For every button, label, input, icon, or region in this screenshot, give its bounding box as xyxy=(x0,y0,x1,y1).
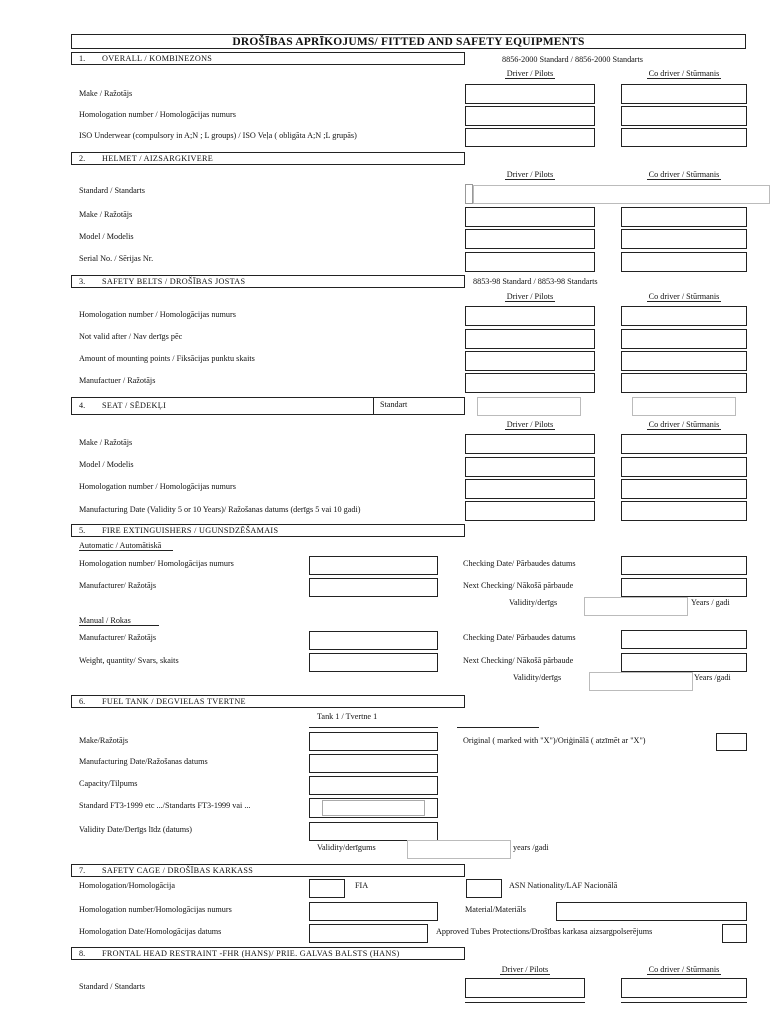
seat-manufacturing-driver-field[interactable] xyxy=(465,501,595,521)
auto-years-label: Years / gadi xyxy=(691,598,730,607)
section-number: 6. xyxy=(79,697,86,706)
tank-original-label: Original ( marked with "X")/Oriģinālā ( atzīmēt ar "X") xyxy=(463,736,646,745)
cage-material-field[interactable] xyxy=(556,902,747,921)
seat-make-codriver-field[interactable] xyxy=(621,434,747,454)
belts-manufacturer-codriver-field[interactable] xyxy=(621,373,747,393)
man-checking-label: Checking Date/ Pārbaudes datums xyxy=(463,633,576,642)
helmet-model-label: Model / Modelis xyxy=(79,232,134,241)
belts-standard: 8853-98 Standard / 8853-98 Standarts xyxy=(473,277,598,286)
helmet-make-codriver-field[interactable] xyxy=(621,207,747,227)
belts-mounting-label: Amount of mounting points / Fiksācijas punktu skaits xyxy=(79,354,255,363)
man-next-checking-label: Next Checking/ Nākošā pārbaude xyxy=(463,656,574,665)
helmet-standard-field[interactable] xyxy=(465,184,473,204)
cage-homologation-number-label: Homologation number/Homologācijas numurs xyxy=(79,905,232,914)
man-checking-field[interactable] xyxy=(621,630,747,649)
section-1-header xyxy=(71,52,465,65)
tank-original-checkbox[interactable] xyxy=(716,733,747,751)
tank-make-label: Make/Ražotājs xyxy=(79,736,129,745)
section-title: SEAT / SĒDEKĻI xyxy=(102,401,167,410)
driver-column-header: Driver / Pilots xyxy=(506,170,554,179)
auto-checking-label: Checking Date/ Pārbaudes datums xyxy=(463,559,576,568)
seat-standart-label: Standart xyxy=(373,397,465,415)
cage-approved-checkbox[interactable] xyxy=(722,924,747,943)
helmet-model-driver-field[interactable] xyxy=(465,229,595,249)
hans-standard-codriver-field[interactable] xyxy=(621,978,747,998)
overall-homologation-driver-field[interactable] xyxy=(465,106,595,126)
section-2-header xyxy=(71,152,465,165)
codriver-column-header: Co driver / Stūrmanis xyxy=(648,420,720,429)
driver-column-header: Driver / Pilots xyxy=(506,292,554,301)
man-weight-label: Weight, quantity/ Svars, skaits xyxy=(79,656,179,665)
belts-not-valid-codriver-field[interactable] xyxy=(621,329,747,349)
tank-1-label: Tank 1 / Tvertne 1 xyxy=(317,712,378,721)
tank-years-label: years /gadi xyxy=(513,843,549,852)
tank-manufacturing-field[interactable] xyxy=(309,754,438,773)
codriver-column-header: Co driver / Stūrmanis xyxy=(648,69,720,78)
overall-homologation-codriver-field[interactable] xyxy=(621,106,747,126)
auto-validity-label: Validity/derīgs xyxy=(509,598,558,607)
overall-iso-driver-field[interactable] xyxy=(465,128,595,147)
section-8-header xyxy=(71,947,465,960)
automatic-subheader: Automatic / Automātiskā xyxy=(79,541,173,550)
belts-mounting-codriver-field[interactable] xyxy=(621,351,747,371)
man-validity-label: Validity/derīgs xyxy=(513,673,562,682)
section-title: SAFETY CAGE / DROŠĪBAS KARKASS xyxy=(102,866,254,875)
auto-homologation-field[interactable] xyxy=(309,556,438,575)
hans-standard-driver-field[interactable] xyxy=(465,978,585,998)
section-5-header xyxy=(71,524,465,537)
section-title: FUEL TANK / DEGVIELAS TVERTNE xyxy=(102,697,246,706)
belts-manufacturer-driver-field[interactable] xyxy=(465,373,595,393)
overall-make-codriver-field[interactable] xyxy=(621,84,747,104)
seat-homologation-codriver-field[interactable] xyxy=(621,479,747,499)
helmet-model-codriver-field[interactable] xyxy=(621,229,747,249)
hans-driver-rule xyxy=(465,1002,585,1003)
tank-capacity-label: Capacity/Tilpums xyxy=(79,779,138,788)
seat-model-driver-field[interactable] xyxy=(465,457,595,477)
tank-standard-label: Standard FT3-1999 etc .../Standarts FT3-1999 vai ... xyxy=(79,801,251,810)
cage-fia-label: FIA xyxy=(355,881,369,890)
seat-standart-codriver-field[interactable] xyxy=(632,397,736,416)
auto-checking-field[interactable] xyxy=(621,556,747,575)
cage-homologation-date-field[interactable] xyxy=(309,924,428,943)
helmet-standard-dropdown[interactable] xyxy=(473,185,770,204)
belts-homologation-driver-field[interactable] xyxy=(465,306,595,326)
auto-manufacturer-field[interactable] xyxy=(309,578,438,597)
tank-validity-label: Validity/derīgums xyxy=(317,843,376,852)
cage-fia-checkbox[interactable] xyxy=(309,879,345,898)
tank-validity-field[interactable] xyxy=(407,840,511,859)
auto-validity-field[interactable] xyxy=(584,597,688,616)
seat-homologation-label: Homologation number / Homologācijas numurs xyxy=(79,482,236,491)
cage-asn-checkbox[interactable] xyxy=(466,879,502,898)
auto-next-checking-label: Next Checking/ Nākošā pārbaude xyxy=(463,581,574,590)
man-years-label: Years /gadi xyxy=(694,673,731,682)
codriver-column-header: Co driver / Stūrmanis xyxy=(648,292,720,301)
codriver-column-header: Co driver / Stūrmanis xyxy=(648,170,720,179)
cage-material-label: Material/Materiāls xyxy=(465,905,526,914)
belts-not-valid-driver-field[interactable] xyxy=(465,329,595,349)
belts-manufacturer-label: Manufactuer / Ražotājs xyxy=(79,376,156,385)
seat-make-driver-field[interactable] xyxy=(465,434,595,454)
tank-standard-field[interactable] xyxy=(309,798,438,818)
tank-validity-date-field[interactable] xyxy=(309,822,438,841)
section-title: SAFETY BELTS / DROŠĪBAS JOSTAS xyxy=(102,277,246,286)
helmet-make-driver-field[interactable] xyxy=(465,207,595,227)
helmet-serial-driver-field[interactable] xyxy=(465,252,595,272)
seat-model-codriver-field[interactable] xyxy=(621,457,747,477)
manual-subheader: Manual / Rokas xyxy=(79,616,159,625)
form-title: DROŠĪBAS APRĪKOJUMS/ FITTED AND SAFETY EQUIPMENTS xyxy=(71,34,746,49)
tank-validity-date-label: Validity Date/Derīgs līdz (datums) xyxy=(79,825,193,834)
section-title: FRONTAL HEAD RESTRAINT -FHR (HANS)/ PRIE. GALVAS BALSTS (HANS) xyxy=(102,949,400,958)
cage-homologation-date-label: Homologation Date/Homologācijas datums xyxy=(79,927,222,936)
original-rule xyxy=(457,727,539,728)
helmet-standard-label: Standard / Standarts xyxy=(79,186,145,195)
seat-manufacturing-codriver-field[interactable] xyxy=(621,501,747,521)
codriver-column-header: Co driver / Stūrmanis xyxy=(648,965,720,974)
driver-column-header: Driver / Pilots xyxy=(506,69,554,78)
tank-manufacturing-label: Manufacturing Date/Ražošanas datums xyxy=(79,757,208,766)
belts-homologation-codriver-field[interactable] xyxy=(621,306,747,326)
section-number: 5. xyxy=(79,526,86,535)
overall-iso-label: ISO Underwear (compulsory in A;N ; L groups) / ISO Veļa ( obligāta A;N ;L grupās) xyxy=(79,131,357,140)
cage-homologation-label: Homologation/Homologācija xyxy=(79,881,175,890)
section-6-header xyxy=(71,695,465,708)
overall-make-driver-field[interactable] xyxy=(465,84,595,104)
man-manufacturer-label: Manufacturer/ Ražotājs xyxy=(79,633,157,642)
section-number: 7. xyxy=(79,866,86,875)
seat-make-label: Make / Ražotājs xyxy=(79,438,133,447)
helmet-make-label: Make / Ražotājs xyxy=(79,210,133,219)
seat-homologation-driver-field[interactable] xyxy=(465,479,595,499)
belts-not-valid-label: Not valid after / Nav derīgs pēc xyxy=(79,332,183,341)
hans-codriver-rule xyxy=(621,1002,747,1003)
auto-next-checking-field[interactable] xyxy=(621,578,747,597)
section-title: HELMET / AIZSARGKIVERE xyxy=(102,154,214,163)
overall-homologation-label: Homologation number / Homologācijas numurs xyxy=(79,110,236,119)
cage-asn-label: ASN Nationality/LAF Nacionālā xyxy=(509,881,618,890)
driver-column-header: Driver / Pilots xyxy=(506,420,554,429)
section-number: 1. xyxy=(79,54,86,63)
seat-model-label: Model / Modelis xyxy=(79,460,134,469)
section-title: FIRE EXTINGUISHERS / UGUNSDZĒŠAMAIS xyxy=(102,526,279,535)
driver-column-header: Driver / Pilots xyxy=(501,965,549,974)
helmet-serial-codriver-field[interactable] xyxy=(621,252,747,272)
man-validity-field[interactable] xyxy=(589,672,693,691)
overall-standard: 8856-2000 Standard / 8856-2000 Standarts xyxy=(502,55,643,64)
auto-manufacturer-label: Manufacturer/ Ražotājs xyxy=(79,581,157,590)
overall-iso-codriver-field[interactable] xyxy=(621,128,747,147)
seat-manufacturing-label: Manufacturing Date (Validity 5 or 10 Years)/ Ražošanas datums (derīgs 5 vai 10 gadi) xyxy=(79,505,361,514)
tank-1-rule xyxy=(309,727,438,728)
section-7-header xyxy=(71,864,465,877)
tank-capacity-field[interactable] xyxy=(309,776,438,795)
section-3-header xyxy=(71,275,465,288)
seat-standart-driver-field[interactable] xyxy=(477,397,581,416)
section-number: 8. xyxy=(79,949,86,958)
helmet-serial-label: Serial No. / Sērijas Nr. xyxy=(79,254,154,263)
section-title: OVERALL / KOMBINEZONS xyxy=(102,54,213,63)
tank-make-field[interactable] xyxy=(309,732,438,751)
overall-make-label: Make / Ražotājs xyxy=(79,89,133,98)
belts-homologation-label: Homologation number / Homologācijas numurs xyxy=(79,310,236,319)
man-next-checking-field[interactable] xyxy=(621,653,747,672)
section-number: 3. xyxy=(79,277,86,286)
section-number: 4. xyxy=(79,401,86,410)
man-weight-field[interactable] xyxy=(309,653,438,672)
cage-approved-label: Approved Tubes Protections/Drošības karkasa aizsargpolserējums xyxy=(436,927,653,936)
section-number: 2. xyxy=(79,154,86,163)
cage-homologation-number-field[interactable] xyxy=(309,902,438,921)
auto-homologation-label: Homologation number/ Homologācijas numurs xyxy=(79,559,234,568)
belts-mounting-driver-field[interactable] xyxy=(465,351,595,371)
man-manufacturer-field[interactable] xyxy=(309,631,438,650)
hans-standard-label: Standard / Standarts xyxy=(79,982,145,991)
